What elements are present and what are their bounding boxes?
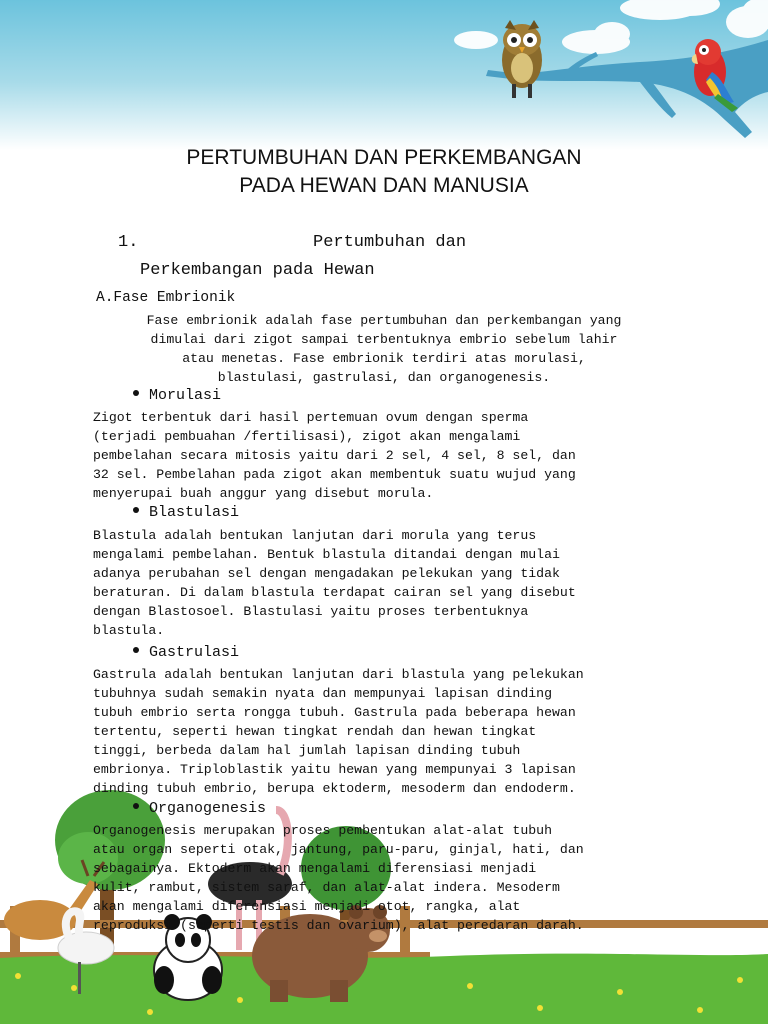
blastulasi-line-1: Blastula adalah bentukan lanjutan dari morula yang terus [93, 528, 537, 543]
section-number: 1. [118, 233, 139, 252]
gastrulasi-line-6: embrionya. Triploblastik yaitu hewan yang mempunyai 3 lapisan [93, 762, 576, 777]
morulasi-line-2: (terjadi pembuahan /fertilisasi), zigot akan mengalami [93, 429, 521, 444]
gastrulasi-line-3: tubuh embrio serta rongga tubuh. Gastrula pada beberapa hewan [93, 705, 576, 720]
gastrulasi-line-7: dinding tubuh embrio, berupa ektoderm, mesoderm dan endoderm. [93, 781, 576, 796]
gastrulasi-line-5: tinggi, berbeda dalam hal jumlah lapisan dinding tubuh [93, 743, 521, 758]
intro-line-4: blastulasi, gastrulasi, dan organogenesis. [217, 370, 551, 385]
gastrulasi-line-4: tertentu, seperti hewan tingkat rendah dan hewan tingkat [93, 724, 537, 739]
bullet-label: Blastulasi [149, 504, 240, 521]
bullet-organogenesis [133, 800, 266, 817]
bullet-label: Gastrulasi [149, 644, 240, 661]
organogenesis-line-3: sebagainya. Ektoderm akan mengalami diferensiasi menjadi [93, 861, 537, 876]
section-title-part-1: Pertumbuhan dan [313, 233, 467, 252]
organogenesis-line-4: kulit, rambut, sistem saraf, dan alat-alat indera. Mesoderm [93, 880, 560, 895]
bullet-label: Organogenesis [149, 800, 267, 817]
organogenesis-line-2: atau organ seperti otak, jantung, paru-paru, ginjal, hati, dan [93, 842, 584, 857]
organogenesis-line-5: akan mengalami diferensiasi menjadi otot, rangka, alat [93, 899, 521, 914]
subsection-heading: A.Fase Embrionik [96, 290, 236, 306]
blastulasi-line-3: adanya perubahan sel dengan mengadakan pelekukan yang tidak [93, 566, 560, 581]
morulasi-line-4: 32 sel. Pembelahan pada zigot akan membentuk suatu wujud yang [93, 467, 576, 482]
organogenesis-line-1: Organogenesis merupakan proses pembentukan alat-alat tubuh [93, 823, 552, 838]
blastulasi-line-6: blastula. [93, 623, 165, 638]
morulasi-line-3: pembelahan secara mitosis yaitu dari 2 sel, 4 sel, 8 sel, dan [93, 448, 576, 463]
blastulasi-line-4: beraturan. Di dalam blastula terdapat cairan sel yang disebut [93, 585, 576, 600]
intro-line-3: atau menetas. Fase embrionik terdiri atas morulasi, [182, 351, 586, 366]
intro-line-2: dimulai dari zigot sampai terbentuknya embrio sebelum lahir [150, 332, 618, 347]
blastulasi-line-2: mengalami pembelahan. Bentuk blastula ditandai dengan mulai [93, 547, 560, 562]
bullet-label: Morulasi [149, 387, 222, 404]
intro-line-1: Fase embrionik adalah fase pertumbuhan dan perkembangan yang [146, 313, 622, 328]
organogenesis-line-6: reproduksi (seperti testis dan ovarium), alat peredaran darah. [93, 918, 584, 933]
gastrulasi-line-1: Gastrula adalah bentukan lanjutan dari blastula yang pelekukan [93, 667, 584, 682]
owl-icon [502, 20, 542, 98]
bullet-dot-icon [133, 647, 139, 653]
section-title-part-2: Perkembangan pada Hewan [140, 261, 375, 280]
gastrulasi-line-2: tubuhnya sudah semakin nyata dan mempunyai lapisan dinding [93, 686, 552, 701]
morulasi-line-1: Zigot terbentuk dari hasil pertemuan ovum dengan sperma [93, 410, 529, 425]
blastulasi-line-5: dengan Blastosoel. Blastulasi yaitu proses terbentuknya [93, 604, 529, 619]
grass-ground [0, 954, 768, 1024]
bullet-dot-icon [133, 803, 139, 809]
top-illustration [0, 0, 768, 150]
bullet-blastulasi [133, 504, 239, 521]
bullet-morulasi [133, 387, 221, 404]
page-title-line-1: PERTUMBUHAN DAN PERKEMBANGAN [186, 146, 582, 169]
bullet-gastrulasi [133, 644, 239, 661]
morulasi-line-5: menyerupai buah anggur yang disebut morula. [93, 486, 434, 501]
page-title-line-2: PADA HEWAN DAN MANUSIA [239, 174, 529, 197]
cloud-icon [454, 0, 768, 54]
bullet-dot-icon [133, 507, 139, 513]
bullet-dot-icon [133, 390, 139, 396]
